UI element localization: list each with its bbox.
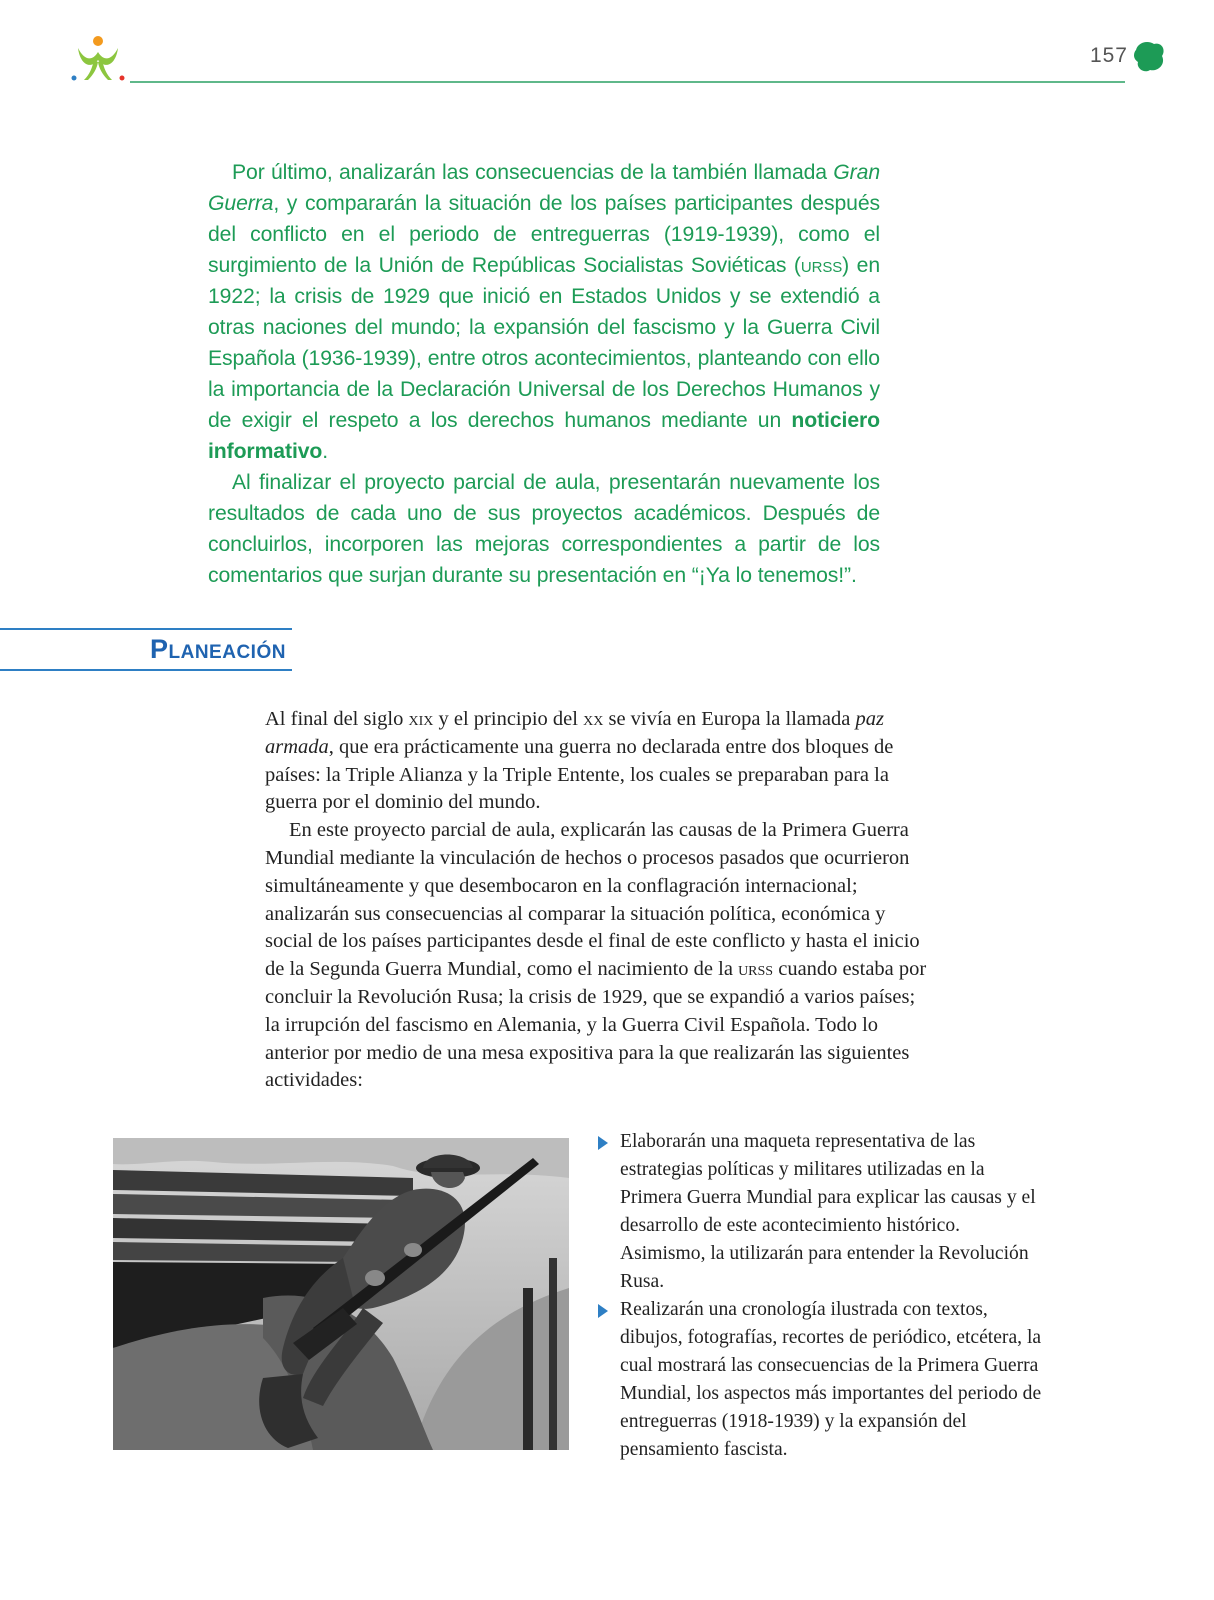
triangle-bullet-icon xyxy=(598,1304,608,1318)
green-blob-icon xyxy=(1132,40,1166,74)
intro-text xyxy=(208,157,880,591)
list-item: Elaborarán una maqueta representativa de las estrategias políticas y militares utilizadas en la Primera Guerra Mundial para explicar las causas y el desarrollo de este acontecimiento histórico. Asimismo, la utilizarán para entender la Revolución Rusa. xyxy=(598,1128,1048,1296)
section-rule-bottom xyxy=(0,669,292,671)
body-paragraph-2: En este proyecto parcial de aula, explicarán las causas de la Primera Guerra Mundial mediante la vinculación de hechos o procesos pasados que ocurrieron simultáneamente y que desembocaron en la conflagración internacional; analizarán sus consecuencias al comparar la situación política, económica y social de los países participantes desde el final de este conflicto y hasta el inicio de la Segunda Guerra Mundial, como el nacimiento de la urss cuando estaba por concluir la Revolución Rusa; la crisis de 1929, que se expandió a varios países; la irrupción del fascismo en Alemania, y la Guerra Civil Española. Todo lo anterior por medio de una mesa expositiva para la que realizarán las siguientes actividades: xyxy=(265,819,927,1092)
trench-soldier-photo xyxy=(113,1138,569,1450)
activities-list xyxy=(598,1128,1048,1464)
logo-icon xyxy=(70,34,126,84)
body-paragraph-1: Al final del siglo xix y el principio del xx se vivía en Europa la llamada paz armada, que era prácticamente una guerra no declarada entre dos bloques de países: la Triple Alianza y la Triple Entente, los cuales se preparaban para la guerra por el dominio del mundo. xyxy=(265,708,894,814)
page-number: 157 xyxy=(1089,44,1128,67)
header-rule xyxy=(130,81,1125,83)
intro-paragraph-1: Por último, analizarán las consecuencias de la también llamada Gran Guerra, y compararán la situación de los países participantes después del conflicto en el periodo de entreguerras (1919-1939), como el surgimiento de la Unión de Repúblicas Socialistas Soviéticas (urss) en 1922; la crisis de 1929 que inició en Estados Unidos y se extendió a otras naciones del mundo; la expansión del fascismo y la Guerra Civil Española (1936-1939), entre otros acontecimientos, planteando con ello la importancia de la Declaración Universal de los Derechos Humanos y de exigir el respeto a los derechos humanos mediante un noticiero informativo. xyxy=(208,161,881,463)
section-title: Planeación xyxy=(150,634,286,664)
intro-paragraph-2: Al finalizar el proyecto parcial de aula, presentarán nuevamente los resultados de cada uno de sus proyectos académicos. Después de concluirlos, incorporen las mejoras correspondientes a partir de los comentarios que surjan durante su presentación en “¡Ya lo tenemos!”. xyxy=(208,471,880,587)
body-text xyxy=(265,706,930,1095)
section-rule-top xyxy=(0,628,292,630)
triangle-bullet-icon xyxy=(598,1136,608,1150)
list-item: Realizarán una cronología ilustrada con textos, dibujos, fotografías, recortes de periódico, etcétera, la cual mostrará las consecuencias de la Primera Guerra Mundial, los aspectos más importantes del periodo de entreguerras (1918-1939) y la expansión del pensamiento fascista. xyxy=(598,1296,1048,1464)
